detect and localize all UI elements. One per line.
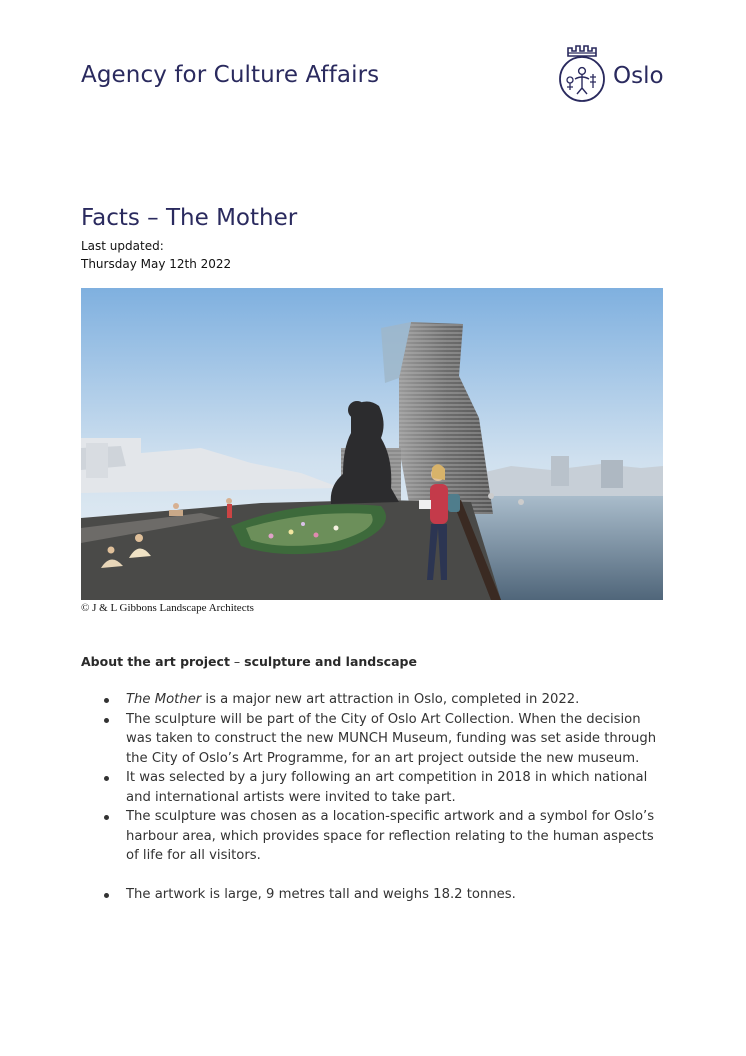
list-item	[104, 768, 664, 807]
list-item	[104, 885, 664, 905]
facts-list	[104, 690, 664, 904]
section-heading	[81, 654, 417, 669]
page-title: Facts – The Mother	[81, 205, 298, 231]
list-item-text: is a major new art attraction in Oslo, completed in 2022.	[201, 692, 580, 707]
list-item	[104, 807, 664, 866]
list-item-text: The sculpture was chosen as a location-specific artwork and a symbol for Oslo’s harbour area, which provides space for reflection relating to the human aspects of life for all visitors.	[126, 809, 655, 863]
section-heading-sub: sculpture and landscape	[244, 654, 417, 669]
last-updated	[81, 237, 231, 273]
last-updated-label: Last updated:	[81, 239, 164, 253]
list-item	[104, 710, 664, 769]
logo-text: Oslo	[613, 63, 664, 89]
artwork-title: The Mother	[126, 692, 202, 707]
list-item-text: It was selected by a jury following an art competition in 2018 in which national and international artists were invited to take part.	[126, 770, 648, 805]
agency-name: Agency for Culture Affairs	[81, 62, 380, 88]
section-heading-main: About the art project	[81, 654, 230, 669]
section-heading-separator: –	[233, 654, 241, 669]
list-item	[104, 690, 664, 710]
list-item-text: The sculpture will be part of the City of Oslo Art Collection. When the decision was taken to construct the new MUNCH Museum, funding was set aside through the City of Oslo’s Art Programme, for an art project outside the new museum.	[126, 711, 657, 766]
sculpture-photo	[81, 288, 663, 600]
oslo-logo[interactable]	[553, 44, 668, 104]
oslo-coat-of-arms-icon	[553, 44, 611, 104]
list-item-text: The artwork is large, 9 metres tall and weighs 18.2 tonnes.	[126, 886, 516, 902]
photo-caption: © J & L Gibbons Landscape Architects	[81, 602, 254, 614]
last-updated-date: Thursday May 12th 2022	[81, 257, 232, 271]
